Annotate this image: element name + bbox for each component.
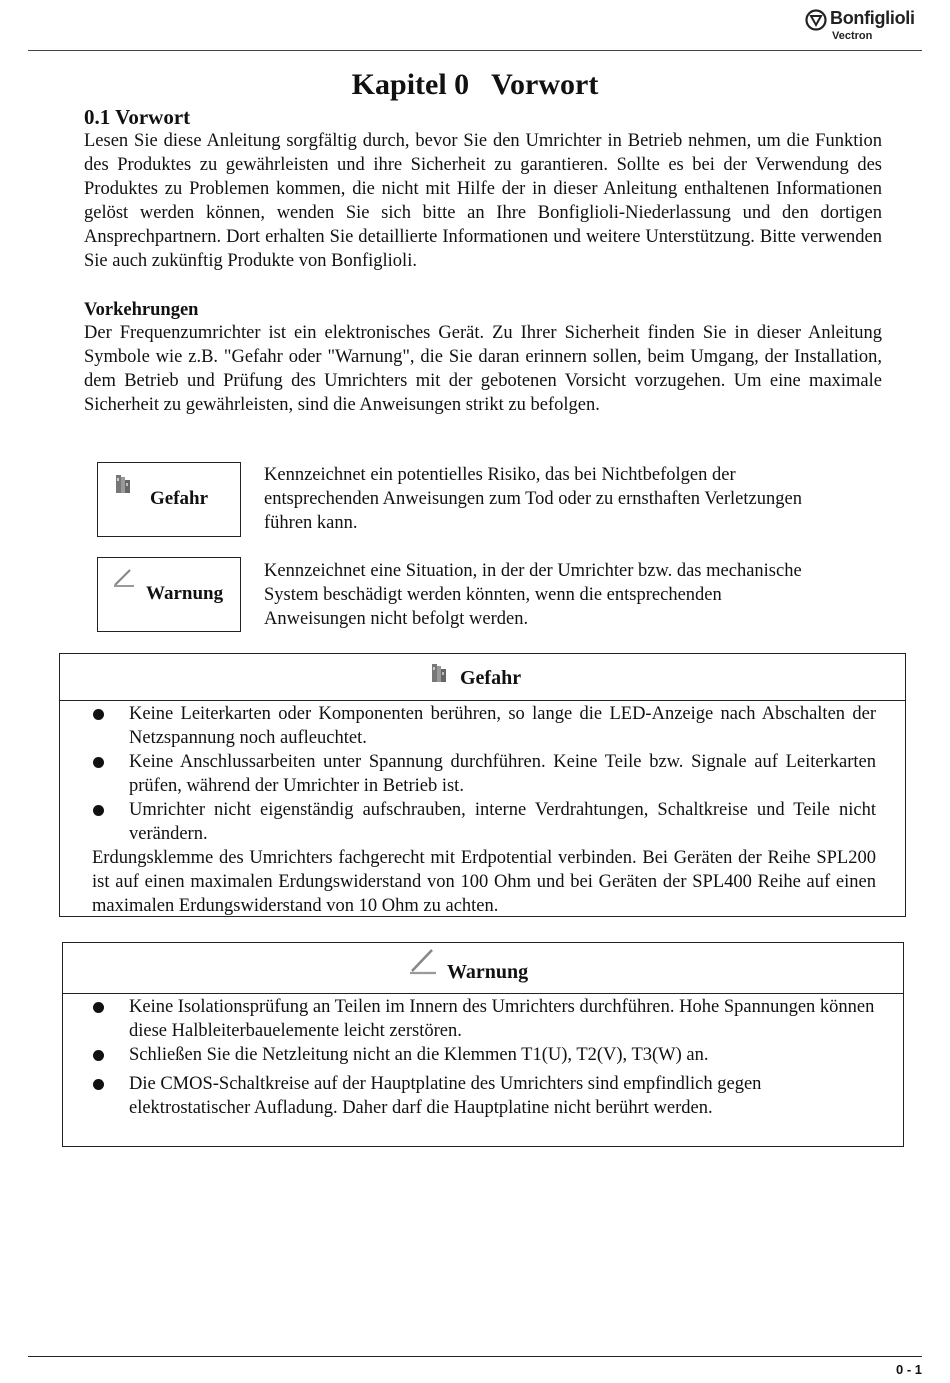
list-item bbox=[92, 1043, 882, 1067]
section-heading: 0.1 Vorwort bbox=[84, 105, 191, 129]
danger-icon bbox=[430, 662, 450, 686]
bullet-icon bbox=[93, 1079, 104, 1090]
list-item-text: Schließen Sie die Netzleitung nicht an die Klemmen T1(U), T2(V), T3(W) an. bbox=[129, 1045, 709, 1065]
footer-divider bbox=[28, 1356, 922, 1357]
bullet-icon bbox=[93, 1002, 104, 1013]
list-item-text: Keine Anschlussarbeiten unter Spannung durchführen. Keine Teile bzw. Signale auf Leiterkarten prüfen, während der Umrichter in Betrieb ist. bbox=[129, 752, 876, 796]
warning-list bbox=[92, 995, 882, 1120]
warning-box-title: Warnung bbox=[447, 961, 529, 983]
list-item bbox=[92, 1072, 882, 1120]
logo-brand: Bonfiglioli bbox=[830, 8, 915, 28]
warning-icon bbox=[112, 566, 136, 588]
list-item bbox=[92, 995, 882, 1043]
grounding-note: Erdungsklemme des Umrichters fachgerecht mit Erdpotential verbinden. Bei Geräten der Reihe SPL200 ist auf einen maximalen Erdungswiderstand von 100 Ohm und bei Geräten der SPL400 Reihe auf einen maximalen Erdungswiderstand von 10 Ohm zu achten. bbox=[92, 848, 876, 916]
bullet-icon bbox=[93, 805, 104, 816]
precautions-paragraph: Der Frequenzumrichter ist ein elektronisches Gerät. Zu Ihrer Sicherheit finden Sie in dieser Anleitung Symbole wie z.B. "Gefahr oder "Warnung", die Sie daran erinnern sollen, beim Umgang, der Installation, dem Betrieb und Prüfung des Umrichters mit der gebotenen Vorsicht vorzugehen. Um eine maximale Sicherheit zu gewährleisten, sind die Anweisungen strikt zu befolgen. bbox=[84, 323, 882, 415]
list-item bbox=[92, 750, 876, 798]
warning-icon bbox=[408, 945, 438, 975]
danger-symbol-description: Kennzeichnet ein potentielles Risiko, das bei Nichtbefolgen der entsprechenden Anweisungen zum Tod oder zu ernsthaften Verletzungen führen kann. bbox=[264, 465, 802, 533]
bullet-icon bbox=[93, 1050, 104, 1061]
list-item bbox=[92, 798, 876, 846]
precautions-heading: Vorkehrungen bbox=[84, 300, 199, 320]
warning-box bbox=[62, 942, 904, 1147]
intro-paragraph: Lesen Sie diese Anleitung sorgfältig durch, bevor Sie den Umrichter in Betrieb nehmen, um die Funktion des Produktes zu gewährleisten und ihre Sicherheit zu garantieren. Sollte es bei der Verwendung des Produktes zu Problemen kommen, die nicht mit Hilfe der in dieser Anleitung enthaltenen Informationen gelöst werden können, wenden Sie sich bitte an Ihre Bonfiglioli-Niederlassung und den dortigen Ansprechpartnern. Dort erhalten Sie detaillierte Informationen und weitere Unterstützung. Bitte verwenden Sie auch zukünftig Produkte von Bonfiglioli. bbox=[84, 131, 882, 271]
warning-symbol-box bbox=[97, 557, 241, 632]
danger-icon bbox=[114, 473, 134, 497]
bullet-icon bbox=[93, 709, 104, 720]
list-item-text: Umrichter nicht eigenständig aufschrauben, interne Verdrahtungen, Schaltkreise und Teile nicht verändern. bbox=[129, 800, 876, 844]
warning-symbol-label: Warnung bbox=[146, 583, 224, 604]
header-divider bbox=[28, 50, 922, 51]
warning-symbol-description: Kennzeichnet eine Situation, in der der Umrichter bzw. das mechanische System beschädigt werden könnten, wenn die entsprechenden Anweisungen nicht befolgt werden. bbox=[264, 561, 802, 629]
list-item-text: Keine Leiterkarten oder Komponenten berühren, so lange die LED-Anzeige nach Abschalten der Netzspannung noch aufleuchtet. bbox=[129, 704, 876, 748]
bonfiglioli-logo-icon bbox=[805, 9, 827, 31]
logo-sub-brand: Vectron bbox=[832, 30, 873, 42]
danger-box-header bbox=[60, 654, 905, 701]
chapter-title: Kapitel 0 Vorwort bbox=[351, 68, 599, 101]
list-item bbox=[92, 702, 876, 750]
list-item-text: Keine Isolationsprüfung an Teilen im Innern des Umrichters durchführen. Hohe Spannungen können diese Halbleiterbauelemente leicht zerstören. bbox=[129, 997, 875, 1041]
list-item-text: Die CMOS-Schaltkreise auf der Hauptplatine des Umrichters sind empfindlich gegen elektrostatischer Aufladung. Daher darf die Hauptplatine nicht berührt werden. bbox=[129, 1074, 762, 1118]
danger-symbol-label: Gefahr bbox=[150, 488, 209, 509]
page-number: 0 - 1 bbox=[895, 1362, 922, 1377]
bonfiglioli-logo bbox=[805, 6, 923, 46]
danger-list bbox=[92, 702, 876, 846]
danger-symbol-box bbox=[97, 462, 241, 537]
warning-box-header bbox=[63, 943, 903, 994]
danger-box-title: Gefahr bbox=[460, 667, 522, 689]
danger-box bbox=[59, 653, 906, 917]
bullet-icon bbox=[93, 757, 104, 768]
